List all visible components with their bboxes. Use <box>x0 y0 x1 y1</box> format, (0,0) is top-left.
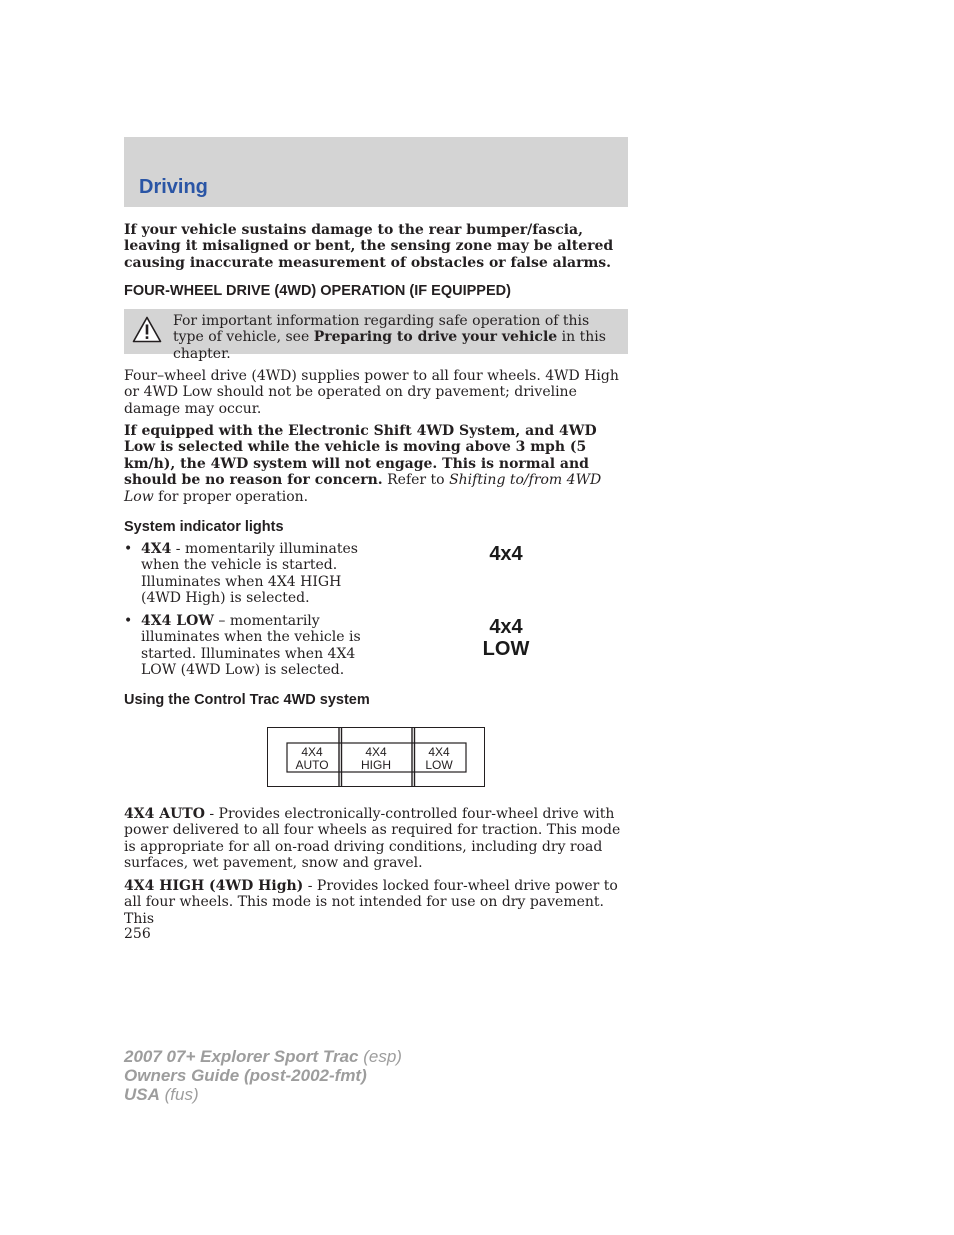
safety-notice-text <box>173 313 623 362</box>
para-4x4-auto <box>124 806 628 872</box>
list-item-text <box>141 541 366 607</box>
para-4wd-low-bold: If equipped with the Electronic Shift 4WD System, and 4WD Low is selected while the vehicle is moving above 3 mph (5 km/h), the 4WD system will not engage. This is normal and should be no reason for concern. <box>124 423 597 489</box>
warning-triangle-icon <box>132 316 162 343</box>
switch-label-line1: 4X4 <box>428 745 450 759</box>
para-4wd-low-text: Refer to <box>382 472 450 489</box>
footer-market: USA <box>124 1085 160 1104</box>
mode-term: 4X4 HIGH (4WD High) <box>124 878 304 894</box>
para-4wd-low-caution <box>124 423 628 505</box>
footer-model-code: (esp) <box>358 1047 402 1066</box>
mode-term: 4X4 AUTO <box>124 806 205 822</box>
footer-line-3 <box>124 1085 402 1104</box>
footer-model: 2007 07+ Explorer Sport Trac <box>124 1047 359 1066</box>
switch-label-line1: 4X4 <box>365 745 387 759</box>
switch-position-4x4-high <box>351 746 401 771</box>
footer-guide: Owners Guide (post-2002-fmt) <box>124 1066 367 1085</box>
indicator-desc: - momentarily illuminates when the vehicle is started. Illuminates when 4X4 HIGH (4WD High) is selected. <box>141 541 358 607</box>
indicator-term: 4X4 <box>141 541 172 557</box>
heading-indicator-lights: System indicator lights <box>124 519 284 535</box>
bullet-dot: • <box>124 613 133 629</box>
indicator-term: 4X4 LOW <box>141 613 214 629</box>
switch-label-line2: AUTO <box>295 757 329 772</box>
bullet-dot: • <box>124 541 133 557</box>
switch-label-line1: 4X4 <box>301 745 323 759</box>
para-4x4-high <box>124 878 628 927</box>
section-heading-4wd: FOUR-WHEEL DRIVE (4WD) OPERATION (IF EQUIPPED) <box>124 283 511 299</box>
document-footer <box>124 1047 402 1104</box>
indicator-symbol-4x4 <box>456 543 556 565</box>
para-4wd-intro: Four–wheel drive (4WD) supplies power to all four wheels. 4WD High or 4WD Low should not be operated on dry pavement; driveline damage may occur. <box>124 368 619 417</box>
switch-position-4x4-low <box>414 746 464 771</box>
mode-desc: - Provides electronically-controlled four-wheel drive with power delivered to all four wheels as required for traction. This mode is appropriate for all on-road driving conditions, including dry road surfaces, wet pavement, snow and gravel. <box>124 806 621 872</box>
footer-market-code: (fus) <box>159 1085 199 1104</box>
indicator-symbol-line1: 4x4 <box>489 616 523 638</box>
heading-control-trac: Using the Control Trac 4WD system <box>124 692 370 708</box>
intro-warning-paragraph: If your vehicle sustains damage to the rear bumper/fascia, leaving it misaligned or bent, the sensing zone may be altered causing inaccurate measurement of obstacles or false alarms. <box>124 222 614 271</box>
list-item-text <box>141 613 366 679</box>
indicator-list <box>124 541 364 681</box>
switch-position-4x4-auto <box>287 746 337 771</box>
notice-link-text: Preparing to drive your vehicle <box>313 329 558 346</box>
notice-text-before: For important information regarding safe operation of this type of vehicle, see <box>173 313 590 346</box>
indicator-symbol-line1: 4x4 <box>489 543 523 565</box>
switch-label-line2: HIGH <box>361 757 391 772</box>
footer-line-2 <box>124 1066 402 1085</box>
page-number: 256 <box>124 926 151 942</box>
page-section-title: Driving <box>139 176 208 198</box>
para-4wd-low-text-after: for proper operation. <box>153 488 309 505</box>
para-4wd-low-reference: Shifting to/from 4WD Low <box>124 472 602 505</box>
footer-line-1 <box>124 1047 402 1066</box>
indicator-symbol-4x4-low <box>456 616 556 660</box>
switch-label-line2: LOW <box>425 757 453 772</box>
indicator-desc: – momentarily illuminates when the vehicle is started. Illuminates when 4X4 LOW (4WD Low) is selected. <box>141 613 361 679</box>
notice-text-after: in this chapter. <box>173 329 606 362</box>
mode-desc: - Provides locked four-wheel drive power to all four wheels. This mode is not intended for use on dry pavement. This <box>124 878 618 927</box>
indicator-symbol-line2: LOW <box>482 638 530 660</box>
